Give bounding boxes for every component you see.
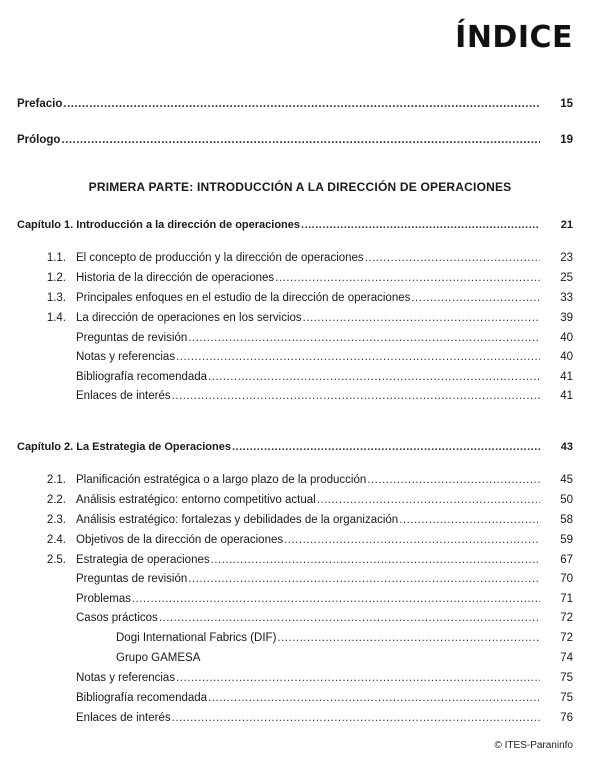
- part-heading: PRIMERA PARTE: INTRODUCCIÓN A LA DIRECCIÓN DE OPERACIONES: [88, 180, 512, 194]
- dot-leader: [365, 250, 540, 266]
- toc-page-number: 33: [560, 292, 573, 304]
- toc-section[interactable]: [0, 310, 600, 326]
- toc-extra[interactable]: [0, 591, 600, 607]
- dot-leader: [303, 310, 540, 326]
- toc-entry-label: Enlaces de interés: [76, 390, 171, 402]
- toc-page-number: 75: [560, 692, 573, 704]
- toc-page-number: 41: [560, 390, 573, 402]
- toc-page-number: 25: [560, 272, 573, 284]
- toc-page-number: 45: [560, 474, 573, 486]
- toc-page-number: 19: [560, 134, 573, 146]
- section-title: Análisis estratégico: entorno competitivo actual: [76, 494, 316, 506]
- section-title: Análisis estratégico: fortalezas y debilidades de la organización: [76, 514, 399, 526]
- dot-leader: [172, 710, 540, 726]
- toc-page-number: 41: [560, 371, 573, 383]
- dot-leader: [208, 369, 540, 385]
- dot-leader: [399, 512, 540, 528]
- dot-leader: [367, 472, 540, 488]
- dot-leader: [132, 591, 540, 607]
- toc-entry-prologo[interactable]: [0, 132, 600, 148]
- toc-page-number: 67: [560, 554, 573, 566]
- dot-leader: [159, 610, 540, 626]
- dot-leader: [301, 217, 540, 233]
- toc-page-number: 50: [560, 494, 573, 506]
- toc-extra[interactable]: [0, 349, 600, 365]
- toc-extra[interactable]: [0, 330, 600, 346]
- toc-chapter-1[interactable]: [0, 217, 600, 233]
- toc-case[interactable]: [0, 630, 600, 646]
- section-title: Planificación estratégica o a largo plazo de la producción: [76, 474, 367, 486]
- dot-leader: [176, 670, 540, 686]
- toc-page-number: 58: [560, 514, 573, 526]
- case-title: Grupo GAMESA: [116, 652, 201, 664]
- dot-leader: [63, 96, 540, 112]
- toc-section[interactable]: [0, 512, 600, 528]
- section-number: 1.4.: [46, 312, 66, 324]
- section-number: 1.3.: [46, 292, 66, 304]
- dot-leader: [188, 571, 540, 587]
- toc-entry-label: Notas y referencias: [76, 672, 176, 684]
- toc-page-number: 75: [560, 672, 573, 684]
- toc-entry-prefacio[interactable]: [0, 96, 600, 112]
- toc-page-number: 40: [560, 351, 573, 363]
- toc-entry-label: Notas y referencias: [76, 351, 176, 363]
- toc-page-number: 39: [560, 312, 573, 324]
- toc-page-number: 15: [560, 98, 573, 110]
- chapter-heading: Capítulo 1. Introducción a la dirección de operaciones: [17, 219, 301, 231]
- toc-section[interactable]: [0, 552, 600, 568]
- dot-leader: [277, 630, 540, 646]
- section-title: Objetivos de la dirección de operaciones: [76, 534, 284, 546]
- section-number: 2.3.: [46, 514, 66, 526]
- section-number: 1.2.: [46, 272, 66, 284]
- toc-entry-label: Prólogo: [17, 134, 61, 146]
- toc-entry-label: Casos prácticos: [76, 612, 158, 624]
- toc-page-number: 71: [560, 593, 573, 605]
- toc-extra[interactable]: [0, 610, 600, 626]
- toc-page-number: 43: [560, 441, 573, 453]
- toc-entry-label: Preguntas de revisión: [76, 573, 188, 585]
- dot-leader: [61, 132, 540, 148]
- toc-page-number: 23: [560, 252, 573, 264]
- toc-page-number: 72: [560, 632, 573, 644]
- toc-entry-label: Prefacio: [17, 98, 63, 110]
- toc-entry-label: Enlaces de interés: [76, 712, 171, 724]
- dot-leader: [211, 552, 540, 568]
- toc-page-number: 76: [560, 712, 573, 724]
- toc-section[interactable]: [0, 532, 600, 548]
- toc-extra[interactable]: [0, 369, 600, 385]
- toc-section[interactable]: [0, 290, 600, 306]
- dot-leader: [411, 290, 540, 306]
- toc-section[interactable]: [0, 250, 600, 266]
- toc-page-number: 21: [560, 219, 573, 231]
- toc-page-number: 59: [560, 534, 573, 546]
- section-title: El concepto de producción y la dirección de operaciones: [76, 252, 364, 264]
- toc-entry-label: Preguntas de revisión: [76, 332, 188, 344]
- section-number: 2.5.: [46, 554, 66, 566]
- toc-chapter-2[interactable]: [0, 439, 600, 455]
- toc-extra[interactable]: [0, 388, 600, 404]
- toc-section[interactable]: [0, 270, 600, 286]
- dot-leader: [284, 532, 540, 548]
- toc-entry-label: Bibliografía recomendada: [76, 692, 208, 704]
- toc-section[interactable]: [0, 472, 600, 488]
- section-title: Historia de la dirección de operaciones: [76, 272, 275, 284]
- section-number: 2.1.: [46, 474, 66, 486]
- toc-page-number: 40: [560, 332, 573, 344]
- toc-section[interactable]: [0, 492, 600, 508]
- page-title: ÍNDICE: [455, 20, 573, 55]
- toc-case[interactable]: [0, 650, 600, 666]
- dot-leader: [188, 330, 540, 346]
- section-title: Principales enfoques en el estudio de la dirección de operaciones: [76, 292, 411, 304]
- section-number: 1.1.: [46, 252, 66, 264]
- toc-page-number: 74: [560, 652, 573, 664]
- dot-leader: [172, 388, 540, 404]
- toc-entry-label: Problemas: [76, 593, 131, 605]
- toc-extra[interactable]: [0, 690, 600, 706]
- section-title: La dirección de operaciones en los servicios: [76, 312, 302, 324]
- case-title: Dogi International Fabrics (DIF): [116, 632, 277, 644]
- dot-leader: [317, 492, 540, 508]
- toc-entry-label: Bibliografía recomendada: [76, 371, 208, 383]
- toc-page-number: 70: [560, 573, 573, 585]
- section-title: Estrategia de operaciones: [76, 554, 210, 566]
- toc-extra[interactable]: [0, 571, 600, 587]
- chapter-heading: Capítulo 2. La Estrategia de Operaciones: [17, 441, 231, 453]
- dot-leader: [208, 690, 540, 706]
- toc-page-number: 72: [560, 612, 573, 624]
- toc-extra[interactable]: [0, 670, 600, 686]
- copyright-footer: © ITES-Paraninfo: [494, 740, 573, 751]
- toc-extra[interactable]: [0, 710, 600, 726]
- section-number: 2.4.: [46, 534, 66, 546]
- section-number: 2.2.: [46, 494, 66, 506]
- dot-leader: [176, 349, 540, 365]
- dot-leader: [232, 439, 540, 455]
- dot-leader: [275, 270, 540, 286]
